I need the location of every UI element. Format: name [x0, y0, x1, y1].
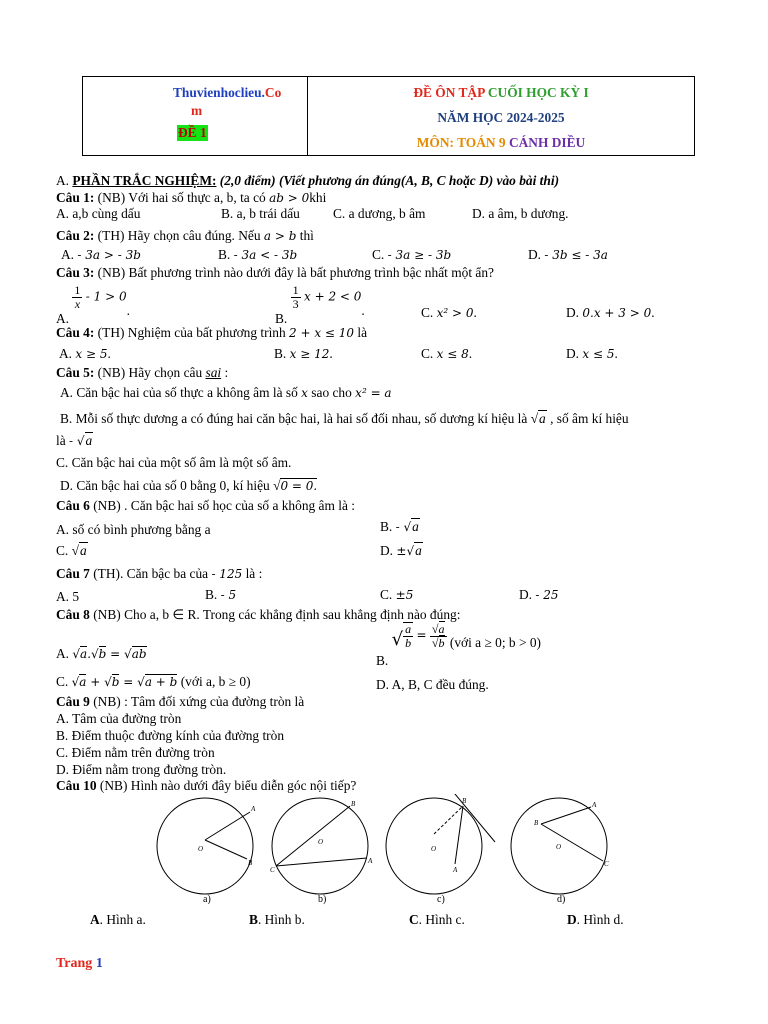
q9-option-a[interactable]: A. Tâm của đường tròn: [56, 711, 182, 726]
question-3: Câu 3: (NB) Bất phương trình nào dưới đây là bất phương trình bậc nhất một ẩn?: [56, 265, 494, 280]
q4-option-d[interactable]: D. x ≤ 5.: [566, 346, 618, 361]
q10-option-d[interactable]: D. Hình d.: [567, 912, 624, 927]
exam-code: ĐỀ 1: [178, 125, 207, 140]
page-number: 1: [95, 956, 103, 971]
svg-text:O: O: [431, 845, 437, 853]
section-title: A. PHẦN TRẮC NGHIỆM: (2,0 điểm) (Viết phương án đúng(A, B, C hoặc D) vào bài thi): [56, 173, 560, 188]
header-left: [83, 77, 308, 155]
q6-option-d[interactable]: D. ±√a: [380, 543, 422, 558]
q2-option-d[interactable]: D. - 3b ≤ - 3a: [528, 247, 608, 262]
svg-text:B: B: [351, 800, 356, 808]
q8-option-b[interactable]: B. √ $\frac{a}{b}$ = $\frac{√a}{√b}$ (với a ≥ 0; b > 0): [376, 621, 542, 669]
q6-option-c[interactable]: C. √a: [56, 543, 87, 558]
question-5: Câu 5: (NB) Hãy chọn câu sai :: [56, 365, 229, 380]
svg-text:B: B: [248, 859, 253, 867]
q5-option-d[interactable]: D. Căn bậc hai của số 0 bằng 0, kí hiệu √0 = 0.: [60, 478, 318, 493]
svg-text:A: A: [453, 866, 458, 874]
q10-option-c[interactable]: C. Hình c.: [409, 912, 465, 927]
svg-text:C: C: [270, 866, 275, 874]
q1-option-b[interactable]: B. a, b trái dấu: [221, 206, 300, 221]
q6-option-b[interactable]: B. - √a: [380, 519, 419, 534]
q5-option-b-cont: là - √a: [56, 433, 93, 448]
fig-label-b: b): [318, 894, 327, 905]
question-4: Câu 4: (TH) Nghiệm của bất phương trình 2 + x ≤ 10 là: [56, 325, 368, 340]
question-2: Câu 2: (TH) Hãy chọn câu đúng. Nếu a > b thì: [56, 228, 314, 243]
site-name[interactable]: Thuvienhoclieu.Co m: [173, 85, 282, 118]
fig-label-d: d): [557, 894, 566, 905]
q1-option-d[interactable]: D. a âm, b dương.: [472, 206, 569, 221]
svg-text:B: B: [462, 797, 467, 805]
label-o-a: O: [198, 845, 204, 853]
q2-option-c[interactable]: C. - 3a ≥ - 3b: [372, 247, 452, 262]
q9-option-c[interactable]: C. Điểm nằm trên đường tròn: [56, 745, 215, 760]
q2-option-a[interactable]: A. - 3a > - 3b: [61, 247, 141, 262]
q1-option-a[interactable]: A. a,b cùng dấu: [56, 206, 141, 221]
q7-option-d[interactable]: D. - 25: [519, 587, 559, 602]
q5-option-c[interactable]: C. Căn bậc hai của một số âm là một số âm.: [56, 455, 292, 470]
q8-option-a[interactable]: A. √a.√b = √ab: [56, 646, 147, 661]
fig-label-c: c): [437, 894, 445, 905]
q3-option-a[interactable]: A. $\frac{1}{x}$ - 1 > 0.: [56, 283, 130, 326]
question-8: Câu 8 (NB) Cho a, b ∈ R. Trong các khẳng định sau khẳng định nào đúng:: [56, 607, 461, 622]
q7-option-b[interactable]: B. - 5: [205, 587, 237, 602]
question-10: Câu 10 (NB) Hình nào dưới đây biểu diễn góc nội tiếp?: [56, 778, 357, 793]
q5-option-b[interactable]: B. Mỗi số thực dương a có đúng hai căn bậc hai, là hai số đối nhau, số dương kí hiệu là √a , số âm kí hiệu: [60, 411, 629, 426]
q3-option-c[interactable]: C. x² > 0.: [421, 305, 477, 320]
header-right: [308, 77, 694, 155]
q4-option-a[interactable]: A. x ≥ 5.: [59, 346, 111, 361]
q7-option-a[interactable]: A. 5: [56, 589, 80, 604]
svg-text:B: B: [534, 819, 539, 827]
q5-option-a[interactable]: A. Căn bậc hai của số thực a không âm là số x sao cho x² = a: [60, 385, 392, 400]
q7-option-c[interactable]: C. ±5: [380, 587, 414, 602]
q9-option-b[interactable]: B. Điểm thuộc đường kính của đường tròn: [56, 728, 285, 743]
q3-option-b[interactable]: B. $\frac{1}{3}$ x + 2 < 0.: [275, 283, 365, 326]
q9-option-d[interactable]: D. Điểm nằm trong đường tròn.: [56, 762, 227, 777]
q8-option-d[interactable]: D. A, B, C đều đúng.: [376, 677, 489, 692]
circle-figures: [150, 794, 620, 906]
svg-text:O: O: [556, 843, 562, 851]
page-footer: Trang 1: [56, 956, 103, 971]
q10-option-b[interactable]: B. Hình b.: [249, 912, 305, 927]
q3-option-d[interactable]: D. 0.x + 3 > 0.: [566, 305, 655, 320]
header-box: [82, 76, 695, 156]
q2-option-b[interactable]: B. - 3a < - 3b: [218, 247, 298, 262]
q10-option-a[interactable]: A. Hình a.: [90, 912, 146, 927]
q1-option-c[interactable]: C. a dương, b âm: [333, 206, 426, 221]
q4-option-c[interactable]: C. x ≤ 8.: [421, 346, 473, 361]
q8-option-c[interactable]: C. √a + √b = √a + b (với a, b ≥ 0): [56, 674, 251, 689]
svg-text:A: A: [592, 801, 597, 809]
svg-text:A: A: [368, 857, 373, 865]
question-7: Câu 7 (TH). Căn bậc ba của - 125 là :: [56, 566, 263, 581]
question-1: Câu 1: (NB) Với hai số thực a, b, ta có ab > 0khi: [56, 190, 327, 205]
svg-text:A: A: [251, 805, 256, 813]
school-year: NĂM HỌC 2024-2025: [437, 110, 565, 125]
question-6: Câu 6 (NB) . Căn bậc hai số học của số a không âm là :: [56, 498, 355, 513]
question-9: Câu 9 (NB) : Tâm đối xứng của đường tròn là: [56, 694, 305, 709]
exam-title: ĐỀ ÔN TẬP CUỐI HỌC KỲ I: [413, 85, 589, 100]
q4-option-b[interactable]: B. x ≥ 12.: [274, 346, 333, 361]
svg-text:O: O: [318, 838, 324, 846]
svg-text:C: C: [604, 860, 609, 868]
figure-a-circle: [157, 798, 253, 894]
fig-label-a: a): [203, 894, 211, 905]
figure-b-circle: [272, 798, 368, 894]
q6-option-a[interactable]: A. số có bình phương bằng a: [56, 522, 211, 537]
subject: MÔN: TOÁN 9 CÁNH DIỀU: [416, 135, 586, 150]
